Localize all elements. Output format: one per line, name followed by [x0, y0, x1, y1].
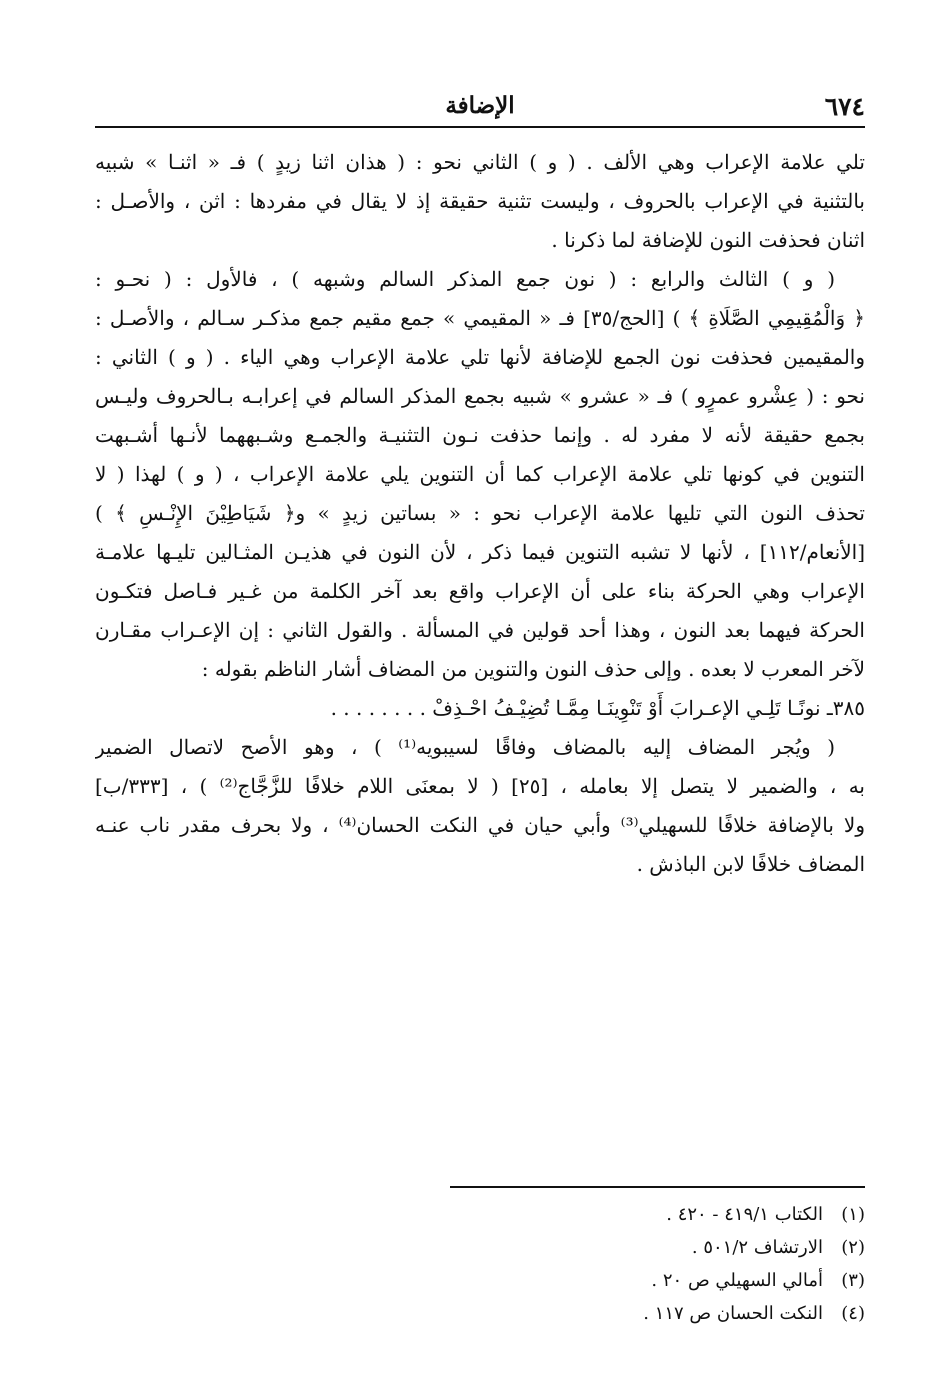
- footnote-text: الكتاب ٤١٩/١ - ٤٢٠ .: [666, 1204, 823, 1225]
- footnote-text: الارتشاف ٥٠١/٢ .: [691, 1237, 823, 1258]
- text-line: التنوين في كونها تلي علامة الإعراب كما أن التنوين يلي علامة الإعراب ، ( و ) لهذا ( لا: [95, 462, 865, 486]
- text-line: بجمع حقيقة لأنه لا مفرد له . وإنما حذفت نـون التثنيـة والجمـع وشـبههما لأنـها أشـبهت: [95, 423, 865, 447]
- text-line: ﴿ وَالْمُقِيمِي الصَّلَاةِ ﴾ ) [الحج/٣٥] فـ « المقيمي » جمع مقيم جمع مذكـر سـالم ، والأصـل :: [95, 306, 865, 330]
- footnote: [450, 1231, 865, 1264]
- running-title: الإضافة: [445, 92, 515, 119]
- footnote-text: أمالي السهيلي ص ٢٠ .: [651, 1270, 823, 1291]
- footnote: [450, 1264, 865, 1297]
- verse-line: ٣٨٥ـ نونًـا تَلِـي الإعـرابَ أَوْ تَنْوِينَـا مِمَّـا تُضِيْـفُ احْـذِفْ . . . . . . . .: [330, 696, 865, 720]
- footnote-mark: (١): [841, 1204, 865, 1225]
- text-line: المضاف خلافًا لابن الباذش .: [636, 852, 865, 876]
- text-line: تلي علامة الإعراب وهي الألف . ( و ) الثاني نحو : ( هذان اثنا زيدٍ ) فـ « اثنـا » شبيه: [95, 150, 865, 174]
- text-line: به ، والضمير لا يتصل إلا بعامله ، [٢٥] ( لا بمعنَى اللام خلافًا للزَّجَّاج⁽²⁾ ) ، [٣٣٣/ب]: [95, 774, 865, 798]
- page-number: ٦٧٤: [824, 92, 865, 121]
- footnote-rule: [450, 1186, 865, 1188]
- text-line: ( و ) الثالث والرابع : ( نون جمع المذكر السالم وشبهه ) ، فالأول : ( نحـو :: [95, 267, 835, 291]
- footnote: [450, 1297, 865, 1330]
- text-line: الحركة فيهما بعد النون ، وهذا أحد قولين في المسألة . والقول الثاني : إن الإعـراب مقـارن: [95, 618, 865, 642]
- text-line: بالتثنية في الإعراب بالحروف ، وليست تثنية حقيقة إذ لا يقال في مفردها : اثن ، والأصـل :: [95, 189, 865, 213]
- text-line: [الأنعام/١١٢] ، لأنها لا تشبه التنوين فيما ذكر ، لأن النون في هذيـن المثـالين تليـها علامـة: [95, 540, 865, 564]
- text-line: اثنان فحذفت النون للإضافة لما ذكرنا .: [551, 228, 865, 252]
- page-header: [95, 90, 865, 128]
- text-line: والمقيمين فحذفت نون الجمع للإضافة لأنها تلي علامة الإعراب وهي الياء . ( و ) الثاني :: [95, 345, 865, 369]
- footnote-mark: (٣): [841, 1270, 865, 1291]
- text-line: ( ويُجر المضاف إليه بالمضاف وفاقًا لسيبويه⁽¹⁾ ) ، وهو الأصح لاتصال الضمير: [95, 735, 835, 759]
- header-rule: [95, 126, 865, 128]
- text-line: الإعراب وهي الحركة بناء على أن الإعراب واقع بعد آخر الكلمة من غـير فـاصل فتكـون: [95, 579, 865, 603]
- text-line: نحو : ( عِشْرو عمرٍو ) فـ « عشرو » شبيه بجمع المذكر السالم في إعرابـه بـالحروف وليـس: [95, 384, 865, 408]
- footnote-mark: (٢): [841, 1237, 865, 1258]
- text-line: لآخر المعرب لا بعده . وإلى حذف النون والتنوين من المضاف أشار الناظم بقوله :: [201, 657, 865, 681]
- main-text: [95, 143, 865, 884]
- footnote-text: النكت الحسان ص ١١٧ .: [643, 1303, 823, 1324]
- footnotes: [450, 1198, 865, 1330]
- text-line: تحذف النون التي تليها علامة الإعراب نحو : « بساتين زيدٍ » و﴿ شَيَاطِيْنَ الإِنْـسِ ﴾ ): [95, 501, 865, 525]
- text-line: ولا بالإضافة خلافًا للسهيلي⁽³⁾ وأبي حيان في النكت الحسان⁽⁴⁾ ، ولا بحرف مقدر ناب عنـه: [95, 813, 865, 837]
- footnote-mark: (٤): [841, 1303, 865, 1324]
- footnote: [450, 1198, 865, 1231]
